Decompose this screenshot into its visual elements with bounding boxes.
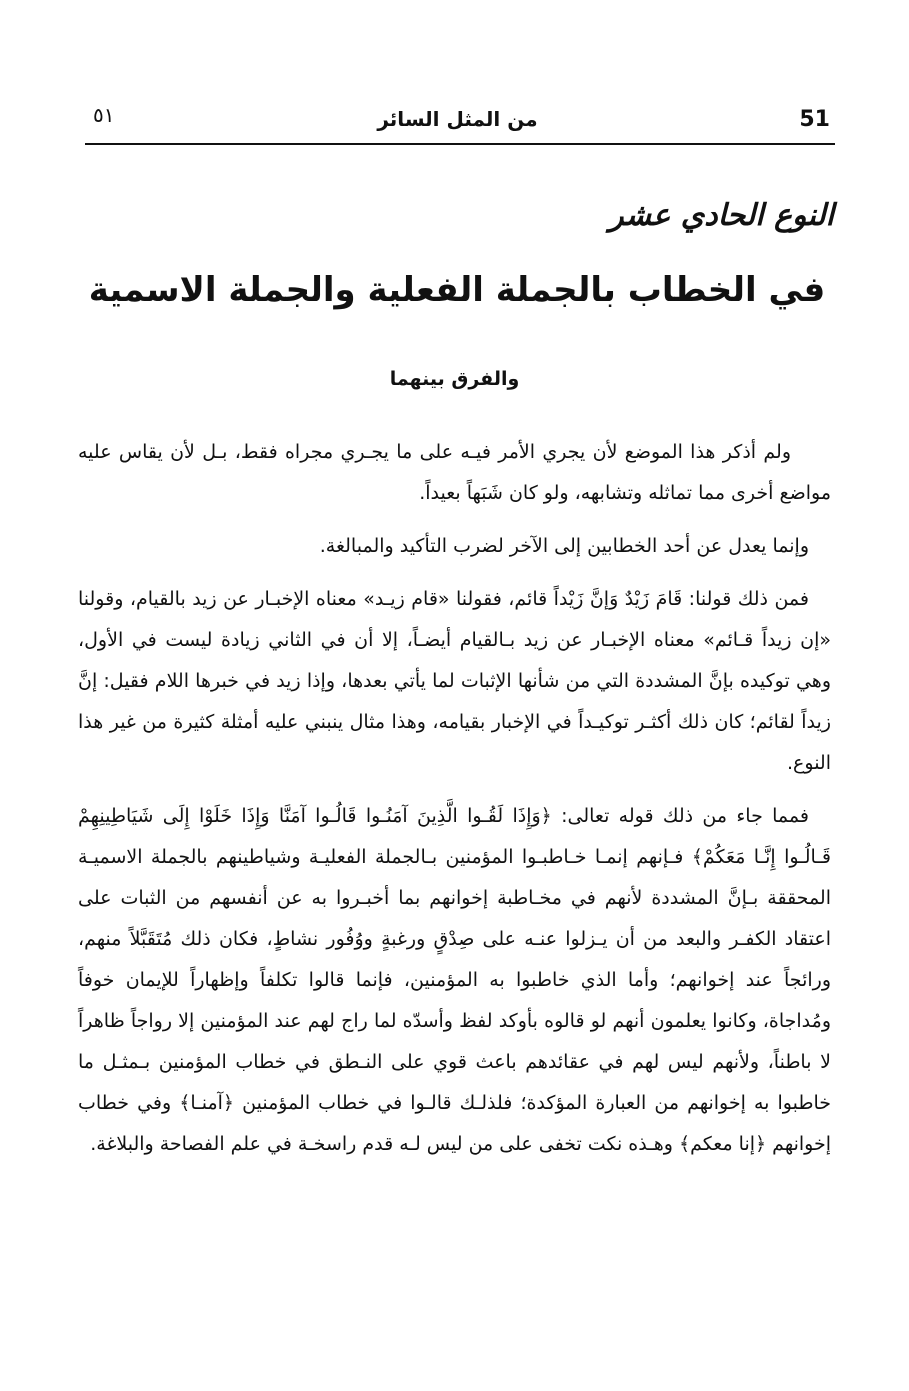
header-rule bbox=[85, 143, 835, 145]
chapter-subtitle: والفرق بينهما bbox=[389, 368, 520, 390]
paragraph: ولم أذكر هذا الموضع لأن يجري الأمر فيـه على ما يجـري مجراه فقط، بـل لأن يقاس عليه مواضع أخرى مما تماثله وتشابهه، ولو كان شَبَهاً بعيداً. bbox=[78, 441, 831, 504]
chapter-kind: النوع الحادي عشر bbox=[609, 198, 834, 233]
page-header bbox=[85, 95, 830, 143]
paragraph: فمما جاء من ذلك قوله تعالى: ﴿وَإِذَا لَقُـوا الَّذِينَ آمَنُـوا قَالُـوا آمَنَّا وَإِذَا خَلَوْا إِلَى شَيَاطِينِهِمْ قَـالُـوا إِنَّـا مَعَكُمْ﴾ فـإنهم إنمـا خـاطبـوا المؤمنين بـالجملة الفعليـة وشياطينهم بالجملة الاسميـة المحققة بـإنَّ المشددة لأنهم في مخـاطبة إخوانهم بما أخبـروا به عن أنفسهم من الثبات على اعتقاد الكفـر والبعد من أن يـزلوا عنـه على صِدْقٍ ورغبةٍ ووُفُور نشاطٍ، فكان ذلك مُتَقَبَّلاً منهم، ورائجاً عند إخوانهم؛ وأما الذي خاطبوا به المؤمنين، فإنما قالوا تكلفاً وإظهاراً للإيمان خوفاً ومُداجاة، وكانوا يعلمون أنهم لو قالوه بأوكد لفظ وأسدّه لما راج لهم عند المؤمنين إلا رواجاً ظاهراً لا باطناً، ولأنهم ليس لهم في عقائدهم باعث قوي على النـطق في خطاب المؤمنين بـمثـل ما خاطبوا به إخوانهم من العبارة المؤكدة؛ فلذلـك قالـوا في خطاب المؤمنين ﴿آمنـا﴾ وفي خطاب إخوانهم ﴿إنا معكم﴾ وهـذه نكت تخفى على من ليس لـه قدم راسخـة في علم الفصاحة والبلاغة. bbox=[78, 805, 831, 1155]
body-text bbox=[78, 432, 831, 1177]
page-number-arabic: ٥١ bbox=[93, 103, 115, 127]
paragraph: وإنما يعدل عن أحد الخطابين إلى الآخر لضرب التأكيد والمبالغة. bbox=[319, 535, 809, 557]
running-title: من المثل السائر bbox=[377, 107, 538, 131]
paragraph: فمن ذلك قولنا: قَامَ زَيْدٌ وَإنَّ زَيْداً قائم، فقولنا «قام زيـد» معناه الإخبـار عن زيد بالقيام، وقولنا «إن زيداً قـائم» معناه الإخبـار عن زيد بـالقيام أيضـاً، إلا أن في الثاني زيادة ليست في الأول، وهي توكيده بإنَّ المشددة التي من شأنها الإثبات لما يأتي بعدها، وإذا زيد في خبرها اللام فقيل: إنَّ زيداً لقائم؛ كان ذلك أكثـر توكيـداً في الإخبار بقيامه، وهذا مثال ينبني عليه أمثلة كثيرة من غير هذا النوع. bbox=[78, 588, 831, 774]
chapter-title: في الخطاب بالجملة الفعلية والجملة الاسمية bbox=[88, 270, 826, 310]
page-number-latin: 51 bbox=[799, 107, 830, 132]
